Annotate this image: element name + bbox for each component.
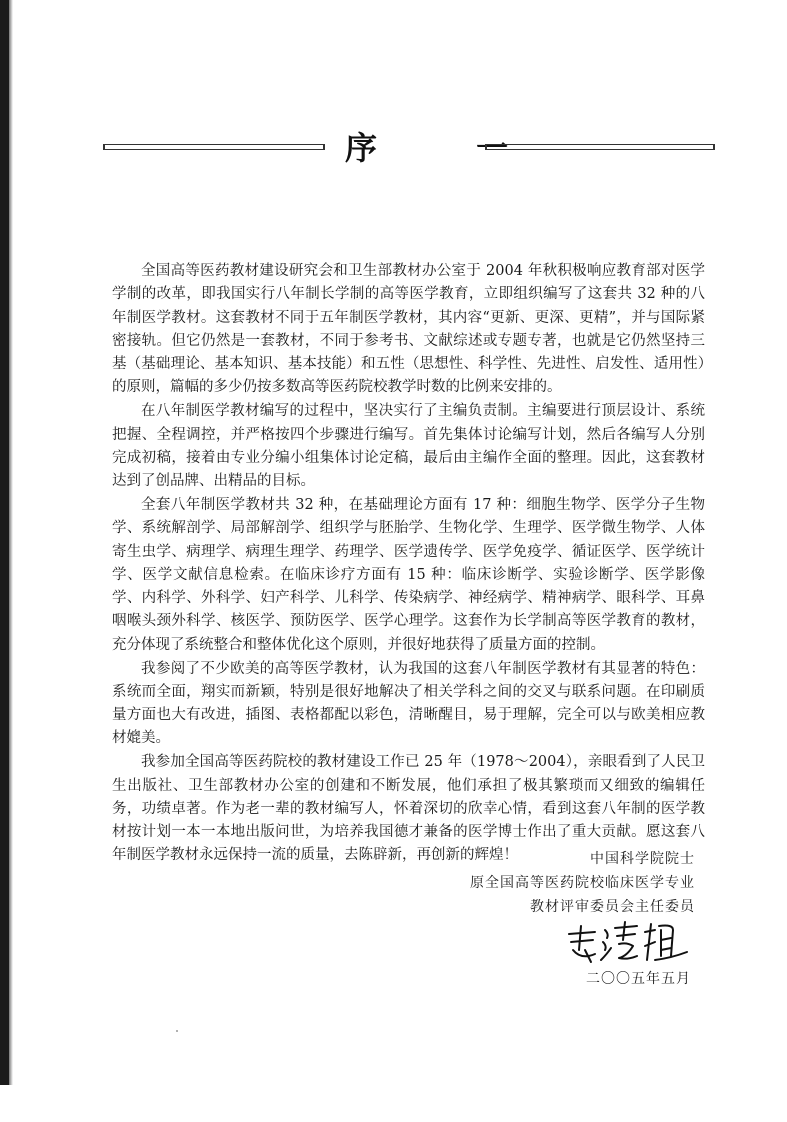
paragraph-4: 我参阅了不少欧美的高等医学教材，认为我国的这套八年制医学教材有其显著的特色：系统而全面，翔实而新颖，特别是很好地解决了相关学科之间的交叉与联系问题。在印刷质量方面也大有改进，插图、表格都配以彩色，清晰醒目，易于理解，完全可以与欧美相应教材媲美。 bbox=[112, 660, 705, 747]
preface-body bbox=[112, 260, 705, 868]
paragraph-1: 全国高等医药教材建设研究会和卫生部教材办公室于 2004 年秋积极响应教育部对医学学制的改革，即我国实行八年制长学制的高等医学教育，立即组织编写了这套共 32 种的八年制医学教材。这套教材不同于五年制医学教材，其内容“更新、更深、更精”，并与国际紧密接轨。但它仍然是一套教材，不同于参考书、文献综述或专题专著，也就是它仍然坚持三基（基础理论、基本知识、基本技能）和五性（思想性、科学性、先进性、启发性、适用性）的原则，篇幅的多少仍按多数高等医药院校教学时数的比例来安排的。 bbox=[112, 263, 705, 396]
scan-page-edge-shadow bbox=[9, 0, 13, 1085]
signature-date: 二〇〇五年五月 bbox=[586, 971, 691, 987]
title-banner bbox=[103, 128, 715, 172]
title-rule-left bbox=[103, 144, 325, 150]
title-rule-right bbox=[485, 144, 715, 150]
scan-page-edge bbox=[0, 0, 9, 1085]
handwritten-signature bbox=[561, 920, 691, 966]
page-title: 序 一 bbox=[345, 129, 553, 167]
paragraph-5: 我参加全国高等医药院校的教材建设工作已 25 年（1978～2004），亲眼看到了人民卫生出版社、卫生部教材办公室的创建和不断发展，他们承担了极其繁琐而又细致的编辑任务，功绩卓著。作为老一辈的教材编写人，怀着深切的欣幸心情，看到这套八年制的医学教材按计划一本一本地出版问世，为培养我国德才兼备的医学博士作出了重大贡献。愿这套八年制医学教材永远保持一流的质量，去陈辟新，再创新的辉煌！ bbox=[112, 754, 705, 864]
author-title-line-1: 中国科学院院士 bbox=[590, 851, 695, 867]
author-credentials bbox=[470, 847, 695, 919]
paragraph-2: 在八年制医学教材编写的过程中，坚决实行了主编负责制。主编要进行顶层设计、系统把握、全程调控，并严格按四个步骤进行编写。首先集体讨论编写计划，然后各编写人分别完成初稿，接着由专业分编小组集体讨论定稿，最后由主编作全面的整理。因此，这套教材达到了创品牌、出精品的目标。 bbox=[112, 403, 705, 490]
paragraph-3: 全套八年制医学教材共 32 种，在基础理论方面有 17 种：细胞生物学、医学分子生物学、系统解剖学、局部解剖学、组织学与胚胎学、生物化学、生理学、医学微生物学、人体寄生虫学、病理学、病理生理学、药理学、医学遗传学、医学免疫学、循证医学、医学统计学、医学文献信息检索。在临床诊疗方面有 15 种：临床诊断学、实验诊断学、医学影像学、内科学、外科学、妇产科学、儿科学、传染病学、神经病学、精神病学、眼科学、耳鼻咽喉头颈外科学、核医学、预防医学、医学心理学。这套作为长学制高等医学教育的教材，充分体现了系统整合和整体优化这个原则，并很好地获得了质量方面的控制。 bbox=[112, 496, 705, 653]
author-title-line-2: 原全国高等医药院校临床医学专业 bbox=[470, 875, 695, 891]
scan-speck bbox=[176, 1030, 178, 1032]
author-title-line-3: 教材评审委员会主任委员 bbox=[530, 899, 695, 915]
